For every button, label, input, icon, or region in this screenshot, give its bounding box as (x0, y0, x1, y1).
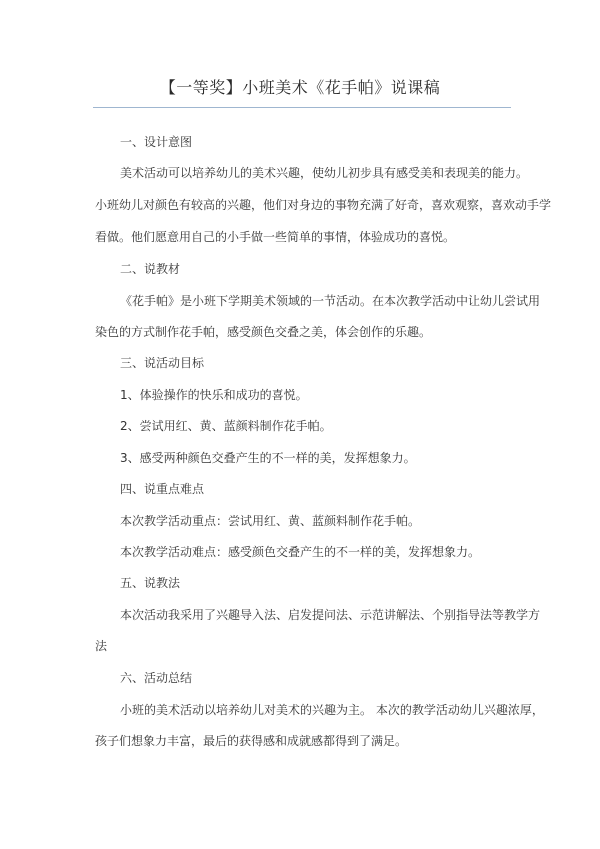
paragraph-line: 美术活动可以培养幼儿的美术兴趣，使幼儿初步具有感受美和表现美的能力。 (120, 166, 529, 180)
title-divider (93, 107, 511, 108)
paragraph-line: 本次活动我采用了兴趣导入法、启发提问法、示范讲解法、个别指导法等教学方 (120, 608, 541, 622)
paragraph-line: 小班的美术活动以培养幼儿对美术的兴趣为主。 本次的教学活动幼儿兴趣浓厚， (120, 703, 544, 717)
paragraph-line: 染色的方式制作花手帕，感受颜色交叠之美，体会创作的乐趣。 (95, 325, 432, 339)
paragraph-line: 孩子们想象力丰富，最后的获得感和成就感都得到了满足。 (95, 734, 408, 748)
section-heading: 一、设计意图 (120, 135, 193, 149)
paragraph-line: 《花手帕》是小班下学期美术领域的一节活动。在本次教学活动中让幼儿尝试用 (120, 294, 541, 308)
list-item: 本次教学活动重点：尝试用红、黄、蓝颜料制作花手帕。 (120, 514, 421, 528)
section-heading: 四、说重点难点 (120, 482, 205, 496)
section-heading: 六、活动总结 (120, 671, 193, 685)
document-title: 【一等奖】小班美术《花手帕》说课稿 (159, 78, 441, 97)
paragraph-line: 看做。他们愿意用自己的小手做一些简单的事情，体验成功的喜悦。 (95, 230, 456, 244)
list-item: 3、感受两种颜色交叠产生的不一样的美，发挥想象力。 (120, 451, 416, 465)
paragraph-line: 小班幼儿对颜色有较高的兴趣，他们对身边的事物充满了好奇，喜欢观察，喜欢动手学 (95, 198, 552, 212)
paragraph-line: 法 (95, 639, 108, 653)
list-item: 2、尝试用红、黄、蓝颜料制作花手帕。 (120, 419, 332, 433)
section-heading: 三、说活动目标 (120, 356, 205, 370)
section-heading: 五、说教法 (120, 576, 181, 590)
list-item: 本次教学活动难点：感受颜色交叠产生的不一样的美，发挥想象力。 (120, 545, 481, 559)
section-heading: 二、说教材 (120, 262, 181, 276)
list-item: 1、体验操作的快乐和成功的喜悦。 (120, 388, 308, 402)
